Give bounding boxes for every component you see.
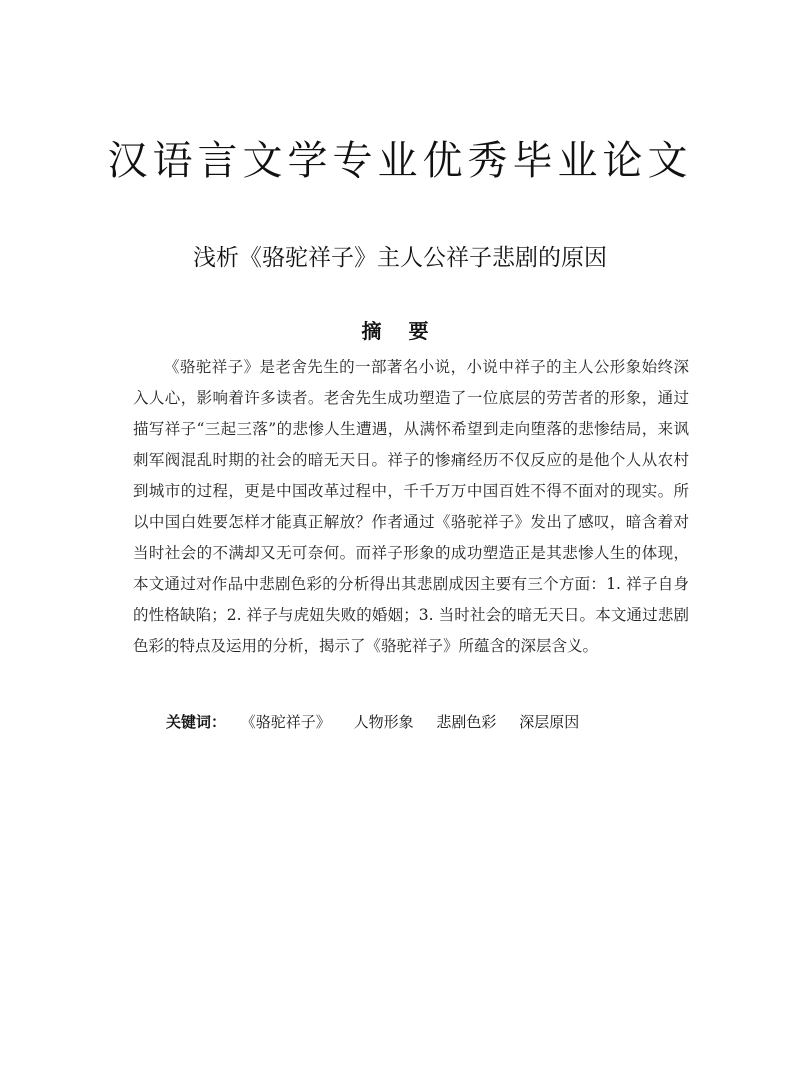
main-title: 汉语言文学专业优秀毕业论文 — [107, 138, 693, 184]
keywords-line — [166, 708, 597, 736]
abstract-body: 《骆驼祥子》是老舍先生的一部著名小说，小说中祥子的主人公形象始终深入人心，影响着许多读者。老舍先生成功塑造了一位底层的劳苦者的形象，通过描写祥子“三起三落”的悲惨人生遭遇，从满怀希望到走向堕落的悲惨结局，来讽刺军阀混乱时期的社会的暗无天日。祥子的惨痛经历不仅反应的是他个人从农村到城市的过程，更是中国改革过程中，千千万万中国百姓不得不面对的现实。所以中国白姓要怎样才能真正解放？作者通过《骆驼祥子》发出了感叹，暗含着对当时社会的不满却又无可奈何。而祥子形象的成功塑造正是其悲惨人生的体现，本文通过对作品中悲剧色彩的分析得出其悲剧成因主要有三个方面：1. 祥子自身的性格缺陷；2. 祥子与虎妞失败的婚姻；3. 当时社会的暗无天日。本文通过悲剧色彩的特点及运用的分析，揭示了《骆驼祥子》所蕴含的深层含义。 — [133, 358, 689, 655]
keyword-item: 深层原因 — [519, 713, 580, 731]
keyword-item: 《骆驼祥子》 — [240, 713, 331, 731]
abstract-heading: 摘 要 — [361, 319, 439, 343]
keyword-item: 人物形象 — [353, 713, 414, 731]
thesis-title: 浅析《骆驼祥子》主人公祥子悲剧的原因 — [193, 245, 607, 271]
keyword-item: 悲剧色彩 — [436, 713, 497, 731]
keywords-label: 关键词： — [166, 713, 227, 731]
